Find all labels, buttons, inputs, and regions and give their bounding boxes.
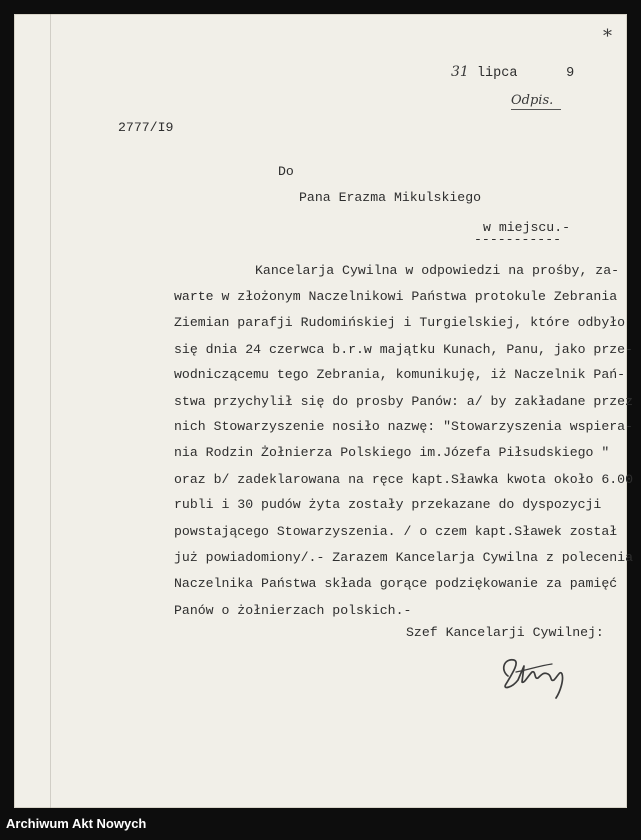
body-line: Panów o żołnierzach polskich.- bbox=[174, 603, 412, 618]
reference-number: 2777/I9 bbox=[118, 120, 174, 135]
body-line: Kancelarja Cywilna w odpowiedzi na prośby, za- bbox=[255, 263, 620, 278]
handwritten-signature bbox=[494, 640, 574, 702]
body-line: powstającego Stowarzyszenia. / o czem kapt.Sławek został bbox=[174, 524, 618, 539]
odpis-note: Odpis. bbox=[511, 93, 561, 110]
body-line: warte w złożonym Naczelnikowi Państwa protokule Zebrania bbox=[174, 289, 618, 304]
body-line: nich Stowarzyszenie nosiło nazwę: "Stowarzyszenia wspiera- bbox=[174, 419, 633, 434]
date-year: 9 bbox=[566, 66, 575, 81]
margin-mark: * bbox=[603, 26, 612, 47]
body-line: się dnia 24 czerwca b.r.w majątku Kunach, Panu, jako prze- bbox=[174, 342, 633, 357]
body-line: nia Rodzin Żołnierza Polskiego im.Józefa Piłsudskiego " bbox=[174, 445, 610, 460]
document-page bbox=[14, 14, 633, 808]
body-line: już powiadomiony/.- Zarazem Kancelarja Cywilna z polecenia bbox=[174, 550, 633, 565]
paper-fold-line bbox=[50, 14, 51, 808]
signature-title: Szef Kancelarji Cywilnej: bbox=[406, 625, 604, 640]
addressee-underline: ----------- bbox=[474, 232, 562, 247]
addressee-to: Do bbox=[278, 164, 294, 179]
body-line: Ziemian parafji Rudomińskiej i Turgielskiej, które odbyło bbox=[174, 315, 626, 330]
body-line: oraz b/ zadeklarowana na ręce kapt.Sławka kwota około 6.00 bbox=[174, 472, 633, 487]
body-line: stwa przychylił się do prosby Panów: a/ by zakładane przez bbox=[174, 394, 633, 409]
body-line: wodniczącemu tego Zebrania, komunikuję, iż Naczelnik Pań- bbox=[174, 367, 626, 382]
date-month: lipca bbox=[476, 66, 518, 81]
date-line bbox=[451, 65, 574, 81]
addressee-name: Pana Erazma Mikulskiego bbox=[299, 190, 482, 205]
date-day: 31 bbox=[451, 64, 469, 80]
body-line: rubli i 30 pudów żyta zostały przekazane do dyspozycji bbox=[174, 497, 602, 512]
body-line: Naczelnika Państwa składa gorące podziękowanie za pamięć bbox=[174, 576, 618, 591]
addressee-place: w miejscu.- bbox=[483, 220, 571, 235]
archive-watermark: Archiwum Akt Nowych bbox=[6, 816, 147, 831]
